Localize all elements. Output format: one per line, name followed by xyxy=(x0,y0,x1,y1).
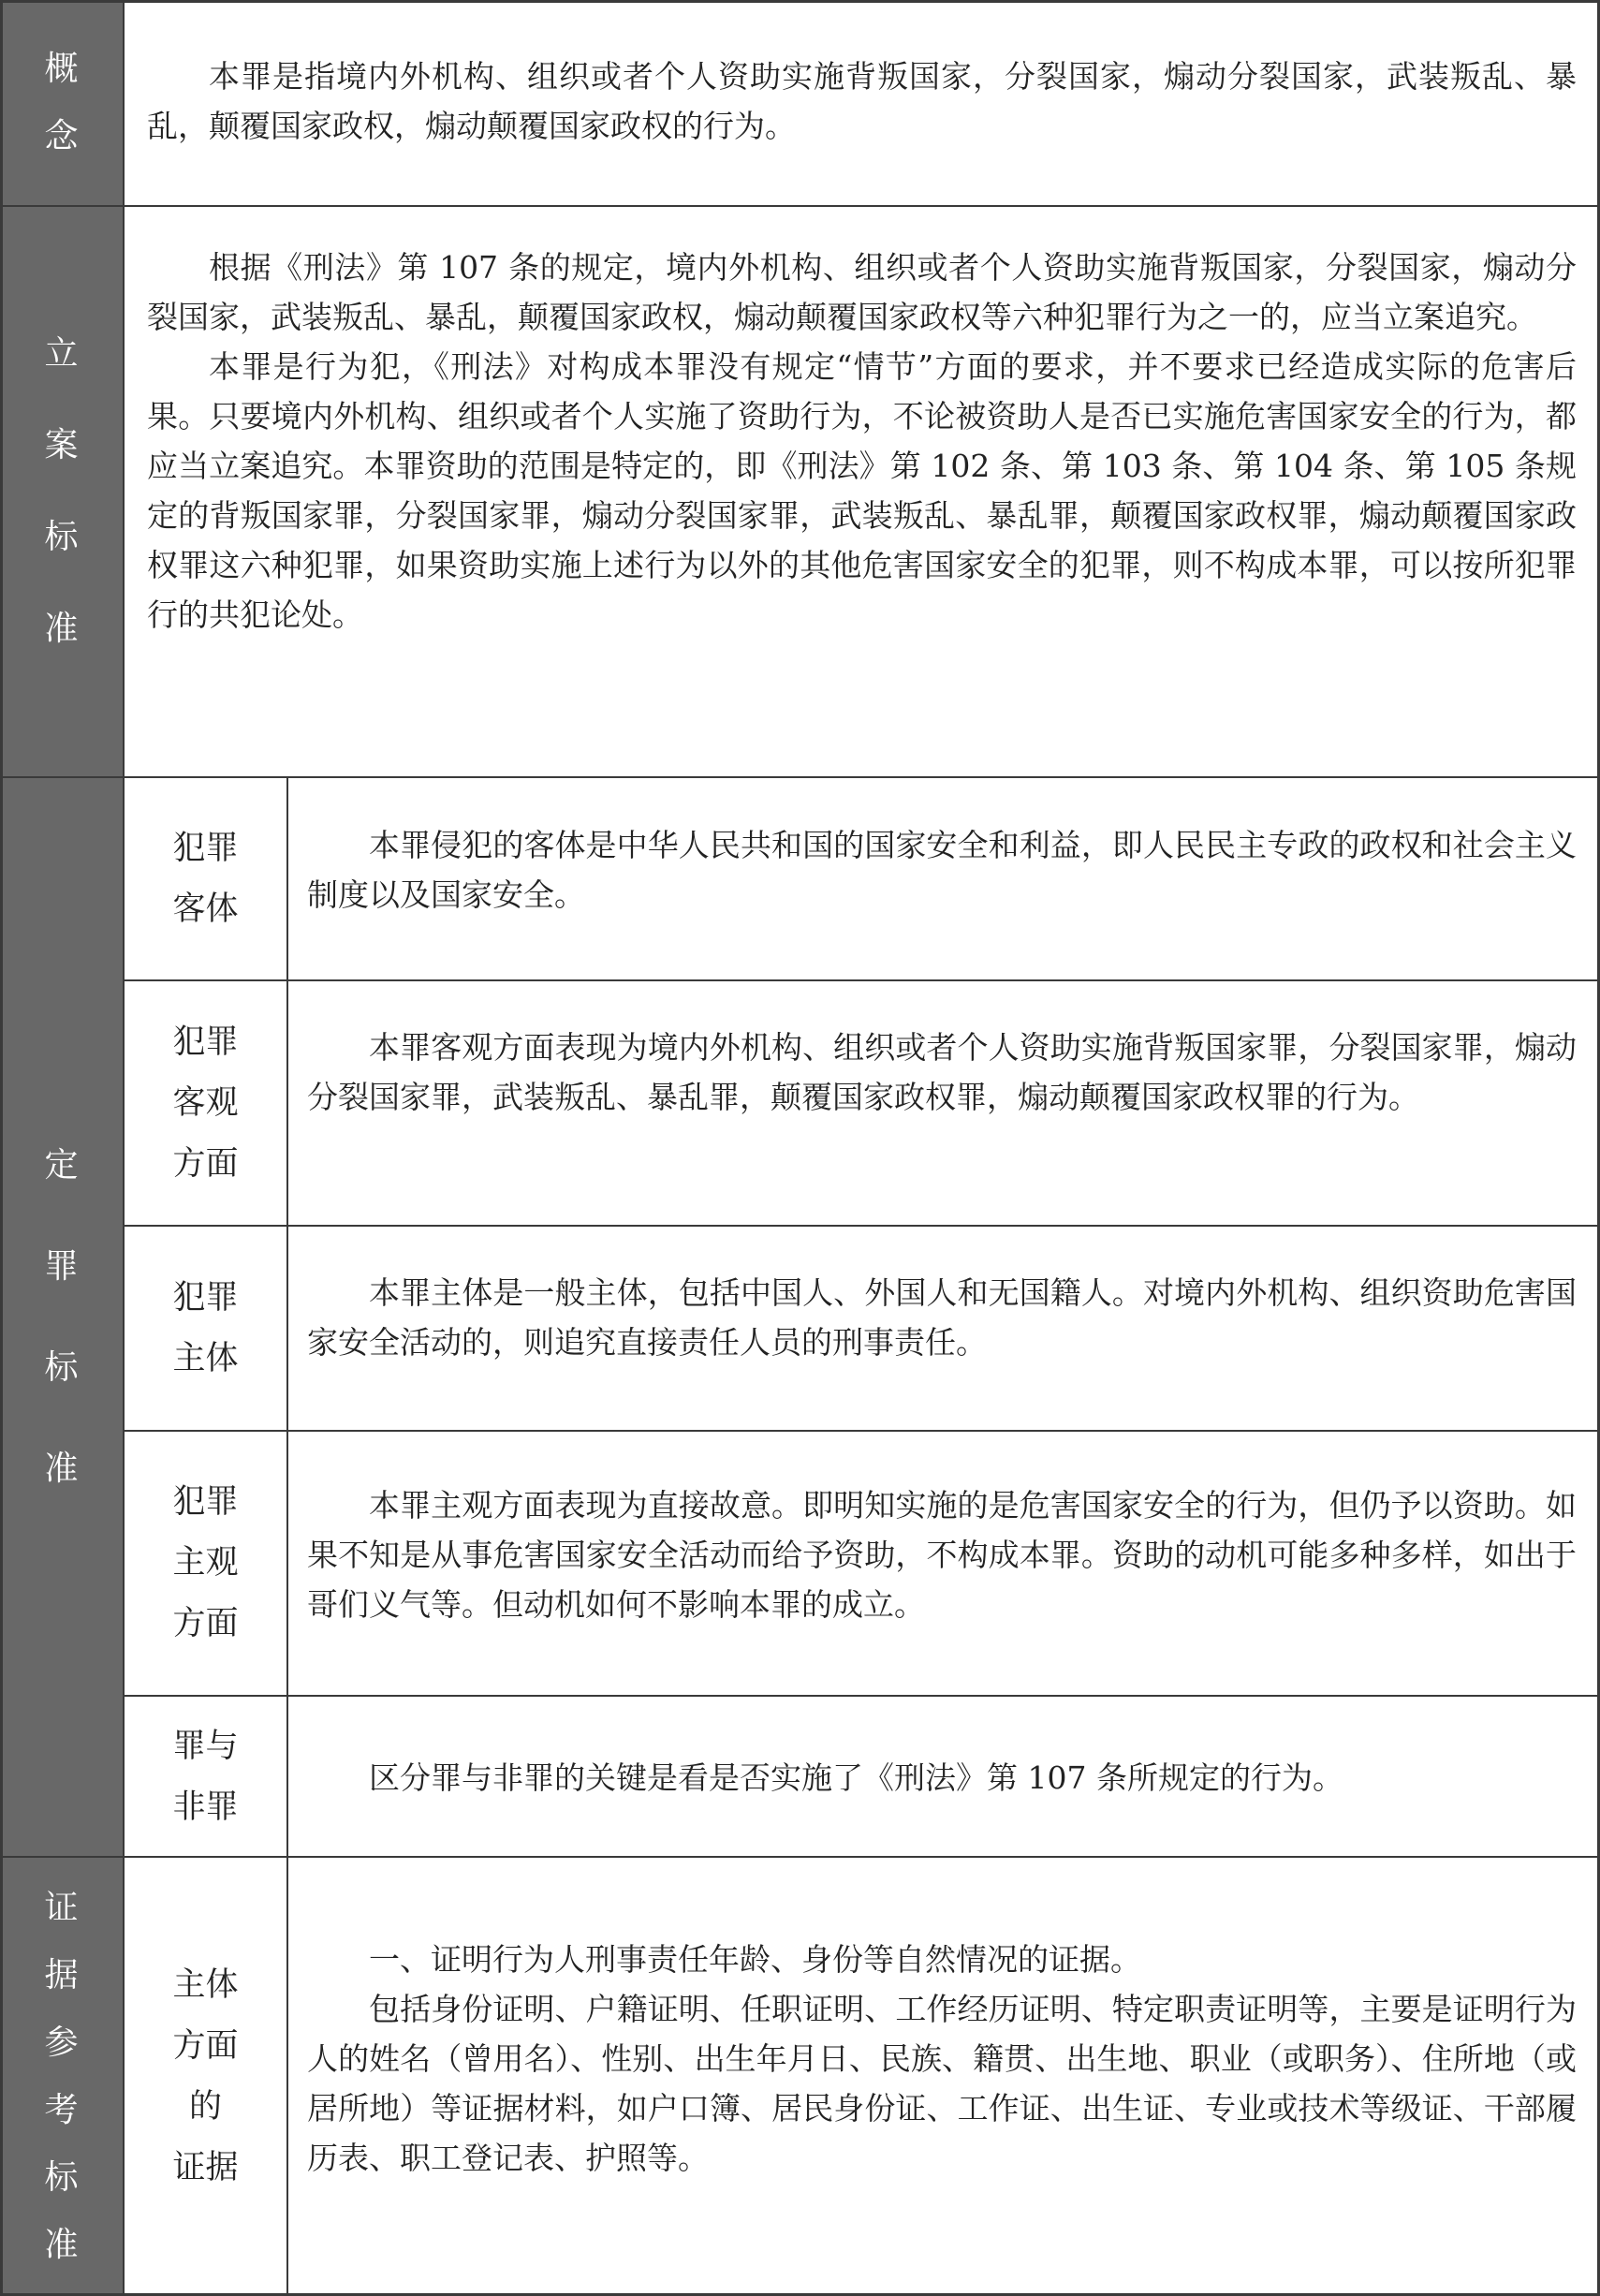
head-char: 定 xyxy=(44,1145,79,1185)
row-label-line: 客体 xyxy=(172,890,239,928)
evidence-paragraph: 一、证明行为人刑事责任年龄、身份等自然情况的证据。 xyxy=(369,1941,1141,1978)
head-char: 准 xyxy=(44,610,79,648)
head-char: 标 xyxy=(44,518,79,556)
head-char: 罪 xyxy=(44,1246,79,1286)
section-body-conviction xyxy=(125,778,1600,1856)
evidence-text xyxy=(307,1935,1577,2183)
row-label xyxy=(125,1858,288,2296)
section-head-concept xyxy=(0,0,125,205)
head-char: 概 xyxy=(44,49,79,88)
section-body-concept xyxy=(125,0,1600,205)
concept-text: 本罪是指境内外机构、组织或者个人资助实施背叛国家，分裂国家，煽动分裂国家，武装叛乱、暴乱，颠覆国家政权，煽动颠覆国家政权的行为。 xyxy=(147,58,1577,144)
section-head-conviction xyxy=(0,778,125,1856)
row-text: 本罪客观方面表现为境内外机构、组织或者个人资助实施背叛国家罪，分裂国家罪，煽动分裂国家罪，武装叛乱、暴乱罪，颠覆国家政权罪，煽动颠覆国家政权罪的行为。 xyxy=(307,1029,1577,1115)
head-char: 证 xyxy=(44,1889,79,1927)
row-label-line: 犯罪 xyxy=(172,1023,239,1061)
row-label-line: 犯罪 xyxy=(172,1483,239,1521)
head-char: 案 xyxy=(44,426,79,464)
section-body-filing xyxy=(125,207,1600,776)
head-char: 准 xyxy=(44,2226,79,2264)
row-label xyxy=(125,1227,288,1430)
head-char: 据 xyxy=(44,1956,79,1994)
row-label-line: 方面 xyxy=(172,2027,239,2065)
row-label-line: 的 xyxy=(188,2088,222,2126)
row-label-line: 非罪 xyxy=(172,1788,239,1826)
row-label-line: 主体 xyxy=(172,1339,239,1377)
head-char: 参 xyxy=(44,2024,79,2062)
conviction-row-objective-aspect xyxy=(125,981,1600,1227)
conviction-row-subject xyxy=(125,1227,1600,1432)
section-conviction-standard xyxy=(0,778,1600,1858)
row-text: 本罪侵犯的客体是中华人民共和国的国家安全和利益，即人民民主专政的政权和社会主义制度以及国家安全。 xyxy=(307,827,1577,913)
row-text: 区分罪与非罪的关键是看是否实施了《刑法》第 107 条所规定的行为。 xyxy=(369,1759,1343,1796)
head-char: 标 xyxy=(44,1347,79,1387)
row-label xyxy=(125,778,288,979)
conviction-row-subjective-aspect xyxy=(125,1432,1600,1697)
section-body-evidence xyxy=(125,1858,1600,2296)
head-char: 念 xyxy=(44,116,79,155)
section-head-filing xyxy=(0,207,125,776)
evidence-row-subject xyxy=(125,1858,1600,2296)
row-label-line: 主观 xyxy=(172,1544,239,1582)
evidence-paragraph: 包括身份证明、户籍证明、任职证明、工作经历证明、特定职责证明等，主要是证明行为人的姓名（曾用名）、性别、出生年月日、民族、籍贯、出生地、职业（或职务）、住所地（或居所地）等证据材料，如户口簿、居民身份证、工作证、出生证、专业或技术等级证、干部履历表、职工登记表、护照等。 xyxy=(307,1991,1577,2176)
row-label-line: 证据 xyxy=(172,2149,239,2186)
conviction-row-object xyxy=(125,778,1600,981)
row-label-line: 犯罪 xyxy=(172,1278,239,1317)
row-label-line: 客观 xyxy=(172,1083,239,1122)
section-head-evidence xyxy=(0,1858,125,2296)
row-text: 本罪主观方面表现为直接故意。即明知实施的是危害国家安全的行为，但仍予以资助。如果不知是从事危害国家安全活动而给予资助，不构成本罪。资助的动机可能多种多样，如出于哥们义气等。但动机如何不影响本罪的成立。 xyxy=(307,1487,1577,1623)
head-char: 标 xyxy=(44,2158,79,2197)
row-label-line: 方面 xyxy=(172,1144,239,1183)
section-evidence-standard xyxy=(0,1858,1600,2296)
row-label-line: 方面 xyxy=(172,1605,239,1642)
head-char: 准 xyxy=(44,1449,79,1488)
filing-paragraph: 根据《刑法》第 107 条的规定，境内外机构、组织或者个人资助实施背叛国家，分裂国家，煽动分裂国家，武装叛乱、暴乱，颠覆国家政权，煽动颠覆国家政权等六种犯罪行为之一的，应当立案追究。 xyxy=(147,249,1577,335)
conviction-row-crime-or-not xyxy=(125,1697,1600,1858)
section-filing-standard xyxy=(0,207,1600,778)
head-char: 立 xyxy=(44,334,79,373)
row-text: 本罪主体是一般主体，包括中国人、外国人和无国籍人。对境内外机构、组织资助危害国家安全活动的，则追究直接责任人员的刑事责任。 xyxy=(307,1274,1577,1361)
head-char: 考 xyxy=(44,2091,79,2129)
filing-paragraph: 本罪是行为犯，《刑法》对构成本罪没有规定“情节”方面的要求，并不要求已经造成实际的危害后果。只要境内外机构、组织或者个人实施了资助行为，不论被资助人是否已实施危害国家安全的行为，都应当立案追究。本罪资助的范围是特定的，即《刑法》第 102 条、第 103 条、第 104 条、第 105 条规定的背叛国家罪，分裂国家罪，煽动分裂国家罪，武装叛乱、暴乱罪，颠覆国家政权罪，煽动颠覆国家政权罪这六种犯罪，如果资助实施上述行为以外的其他危害国家安全的犯罪，则不构成本罪，可以按所犯罪行的共犯论处。 xyxy=(147,348,1577,633)
row-label-line: 罪与 xyxy=(172,1728,239,1765)
row-label xyxy=(125,1697,288,1858)
row-label-line: 主体 xyxy=(172,1966,239,2004)
row-label-line: 犯罪 xyxy=(172,829,239,867)
row-label xyxy=(125,981,288,1225)
section-concept xyxy=(0,0,1600,207)
row-label xyxy=(125,1432,288,1695)
